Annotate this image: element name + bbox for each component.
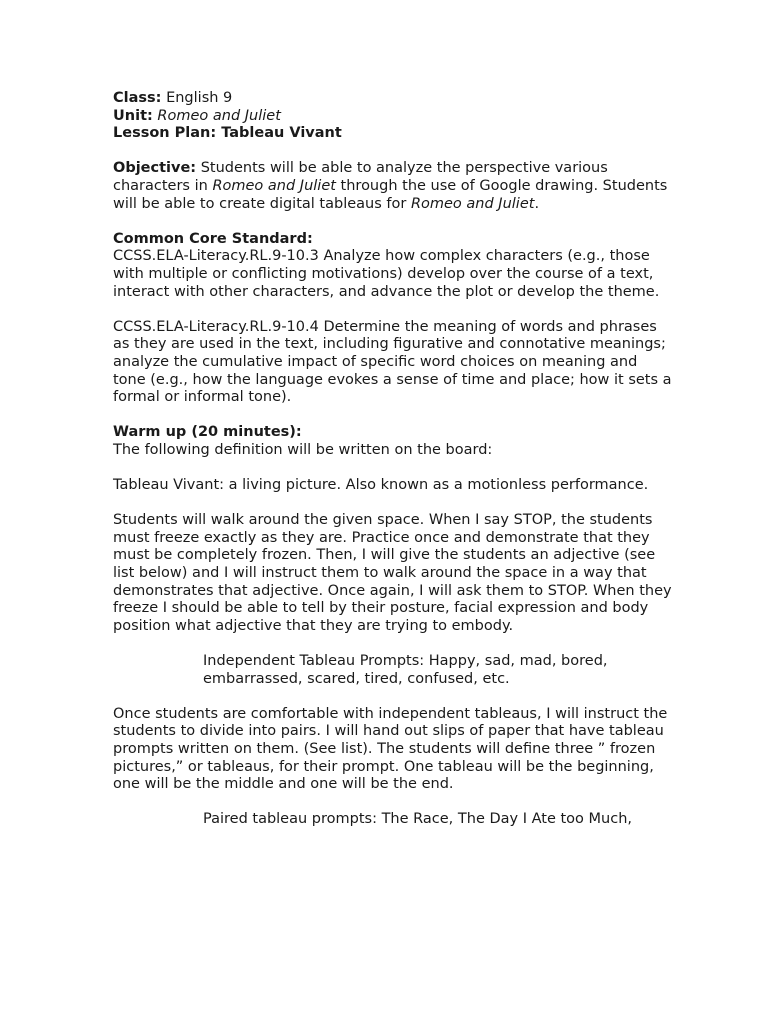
warmup-heading: Warm up (20 minutes): [113,424,302,441]
standards-heading: Common Core Standard: [113,230,313,247]
objective-text-3: . [534,195,540,212]
class-line [113,90,673,108]
unit-value: Romeo and Juliet [157,107,281,124]
lesson-plan-document [113,90,673,829]
tableau-definition: Tableau Vivant: a living picture. Also known as a motionless performance. [113,477,649,494]
objective-label: Objective: [113,160,197,177]
class-label: Class: [113,90,162,106]
paired-tableau-prompts: Paired tableau prompts: The Race, The Day I Ate too Much, [203,811,632,828]
independent-tableau-prompts: Independent Tableau Prompts: Happy, sad, mad, bored, embarrassed, scared, tired, confused, etc. [203,653,608,687]
objective-title-2: Romeo and Juliet [410,195,535,212]
warmup-instructions: Students will walk around the given space. When I say STOP, the students must freeze exactly as they are. Practice once and demonstrate that they must be completely frozen. Then, I will give the students an adjective (see list below) and I will instruct them to walk around the space in a way that demonstrates that adjective. Once again, I will ask them to STOP. When they freeze I should be able to tell by their posture, facial expression and body position what adjective that they are trying to embody. [113,512,672,634]
standard-rl-3: CCSS.ELA-Literacy.RL.9-10.3 Analyze how complex characters (e.g., those with multiple or conflicting motivations) develop over the course of a text, interact with other characters, and advance the plot or develop the theme. [113,248,660,300]
objective-text-2: through the use of Google drawing. Students will be able to create digital tableaus for [113,177,668,212]
objective-text-1: Students will be able to analyze the perspective various characters in [113,160,608,194]
objective-paragraph [113,160,673,213]
class-value: English 9 [161,90,233,106]
warmup-intro: The following definition will be written on the board: [113,441,493,458]
pairs-instructions: Once students are comfortable with independent tableaus, I will instruct the students to divide into pairs. I will hand out slips of paper that have tableau prompts written on them. (See list). The students will define three ” frozen pictures,” or tableaus, for their prompt. One tableau will be the beginning, one will be the middle and one will be the end. [113,705,668,793]
unit-label: Unit: [113,107,153,124]
standard-rl-4: CCSS.ELA-Literacy.RL.9-10.4 Determine the meaning of words and phrases as they are used in the text, including figurative and connotative meanings; analyze the cumulative impact of specific word choices on meaning and tone (e.g., how the language evokes a sense of time and place; how it sets a formal or informal tone). [113,318,672,406]
unit-line [113,108,673,126]
lesson-plan-label: Lesson Plan: Tableau Vivant [113,125,342,142]
lesson-plan-title [113,125,673,143]
objective-title-1: Romeo and Juliet [212,177,336,194]
